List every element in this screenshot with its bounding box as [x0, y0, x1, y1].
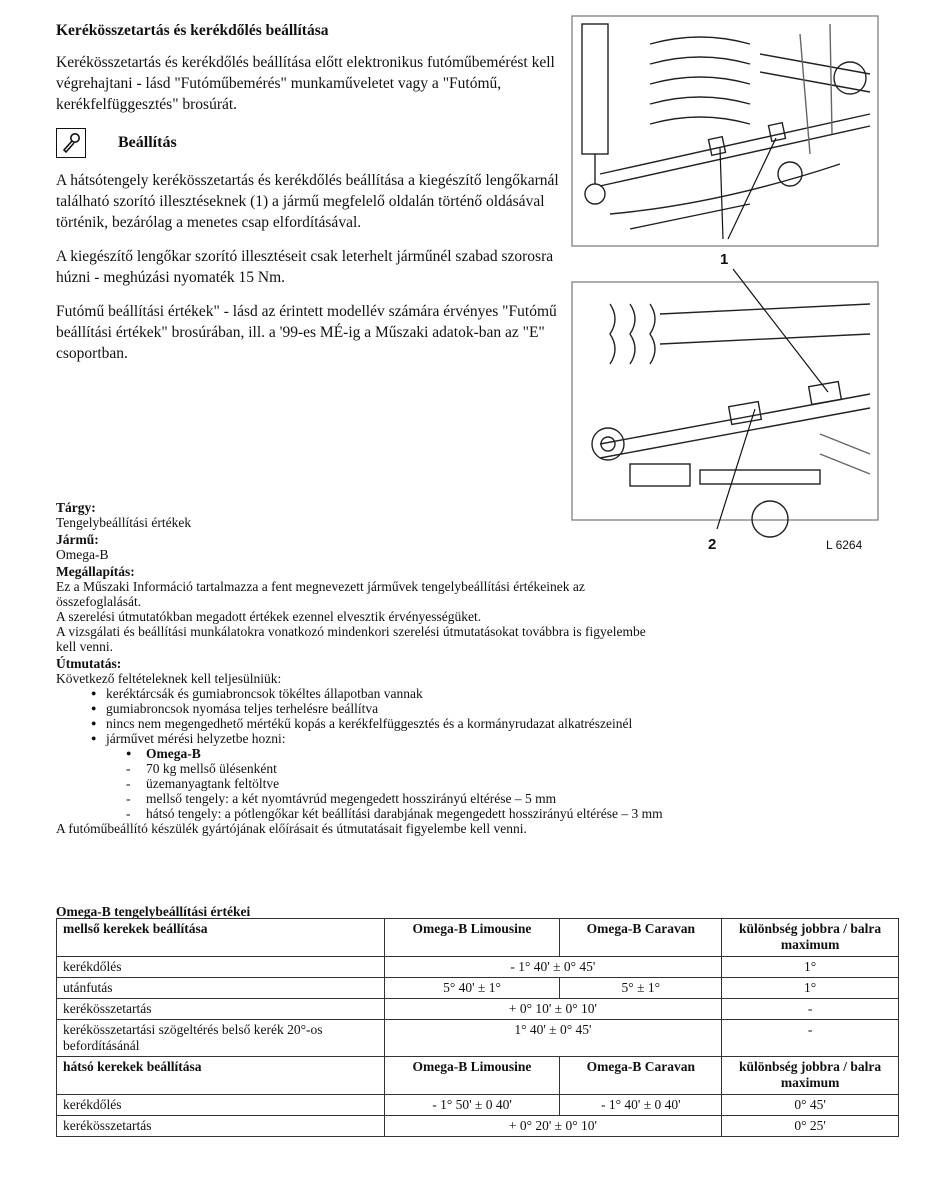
- list-item: - hátsó tengely: a pótlengőkar két beállítási darabjának megengedett hosszirányú eltérése – 3 mm: [146, 806, 896, 821]
- list-item: ● gumiabroncsok nyomása teljes terhelésre beállítva: [106, 701, 896, 716]
- caravan-value: 5° ± 1°: [560, 978, 722, 999]
- table-row: [57, 957, 899, 978]
- lower-illustration: [572, 269, 878, 537]
- table-row: [57, 1020, 899, 1057]
- guide-block: [56, 656, 896, 836]
- table-row: [57, 1116, 899, 1137]
- list-item: ● járművet mérési helyzetbe hozni:: [106, 731, 896, 746]
- section-heading: Kerékösszetartás és kerékdőlés beállítása: [56, 22, 329, 39]
- merged-value: + 0° 10' ± 0° 10': [384, 999, 722, 1020]
- vehicle-label: Jármű:: [56, 532, 99, 547]
- subject-label: Tárgy:: [56, 500, 96, 515]
- finding-line: Ez a Műszaki Információ tartalmazza a fent megnevezett járművek tengelybeállítási értékeinek az: [56, 579, 585, 594]
- closing-note: A futóműbeállító készülék gyártójának előírásait és útmutatásait figyelembe kell venni.: [56, 821, 527, 836]
- row-label: kerékösszetartás: [57, 1116, 385, 1137]
- column-header: Omega-B Limousine: [384, 919, 560, 957]
- table-row: [57, 1095, 899, 1116]
- table-row: [57, 978, 899, 999]
- finding-line: A vizsgálati és beállítási munkálatokra vonatkozó mindenkori szerelési útmutatásokat továbbra is figyelembe: [56, 624, 646, 639]
- vehicle-block: [56, 532, 896, 562]
- top-section: [56, 14, 576, 377]
- finding-line: összefoglalását.: [56, 594, 142, 609]
- row-label: kerékdőlés: [57, 1095, 385, 1116]
- list-item: ● nincs nem megengedhető mértékű kopás a kerékfelfüggesztés és a kormányrudazat alkatrészeinél: [106, 716, 896, 731]
- figure-label-1: 1: [720, 251, 729, 268]
- row-label: kerékdőlés: [57, 957, 385, 978]
- suspension-figure: [570, 14, 882, 554]
- clamp-paragraph: A kiegészítő lengőkar szorító illesztéseit csak leterhelt járműnél szabad szorosra húzni - meghúzási nyomaték 15 Nm.: [56, 248, 554, 286]
- column-header: Omega-B Limousine: [384, 1057, 560, 1095]
- guide-label: Útmutatás:: [56, 656, 122, 671]
- list-item: - 70 kg mellső ülésenként: [146, 761, 896, 776]
- row-label: kerékösszetartás: [57, 999, 385, 1020]
- finding-line: A szerelési útmutatókban megadott értékek ezennel elvesztik érvényességüket.: [56, 609, 482, 624]
- figure-reference: L 6264: [826, 538, 863, 552]
- vehicle-value: Omega-B: [56, 547, 109, 562]
- column-header: különbség jobbra / balra maximum: [722, 919, 899, 957]
- front-header-row: [57, 919, 899, 957]
- guide-intro: Következő feltételeknek kell teljesülniük:: [56, 671, 282, 686]
- alignment-table: [56, 918, 899, 1137]
- diff-value: -: [722, 1020, 899, 1057]
- sublist-model: ● Omega-B: [146, 746, 896, 761]
- intro-paragraph: Kerékösszetartás és kerékdőlés beállítása előtt elektronikus futóműbemérést kell végrehajtani - lásd "Futóműbemérés" munkaműveletet vagy a "Futómű, kerékfelfüggesztés" brosúrát.: [56, 54, 555, 113]
- diff-value: 1°: [722, 957, 899, 978]
- finding-label: Megállapítás:: [56, 564, 135, 579]
- column-header: hátsó kerekek beállítása: [57, 1057, 385, 1095]
- list-item: ● keréktárcsák és gumiabroncsok tökéltes állapotban vannak: [106, 686, 896, 701]
- subject-block: [56, 500, 896, 530]
- list-item: - üzemanyagtank feltöltve: [146, 776, 896, 791]
- measurement-sublist: [56, 746, 896, 821]
- merged-value: - 1° 40' ± 0° 45': [384, 957, 722, 978]
- column-header: Omega-B Caravan: [560, 1057, 722, 1095]
- setting-row: [56, 128, 576, 158]
- column-header: Omega-B Caravan: [560, 919, 722, 957]
- merged-value: 1° 40' ± 0° 45': [384, 1020, 722, 1057]
- diff-value: 0° 45': [722, 1095, 899, 1116]
- condition-list: [56, 686, 896, 746]
- rear-header-row: [57, 1057, 899, 1095]
- table-row: [57, 999, 899, 1020]
- info-section: [56, 500, 896, 838]
- row-label: kerékösszetartási szögeltérés belső kerék 20°-os befordításánál: [57, 1020, 385, 1057]
- caravan-value: - 1° 40' ± 0 40': [560, 1095, 722, 1116]
- merged-value: + 0° 20' ± 0° 10': [384, 1116, 722, 1137]
- row-label: utánfutás: [57, 978, 385, 999]
- limousine-value: - 1° 50' ± 0 40': [384, 1095, 560, 1116]
- finding-line: kell venni.: [56, 639, 113, 654]
- setting-heading: Beállítás: [118, 134, 177, 151]
- table-title: Omega-B tengelybeállítási értékei: [56, 904, 251, 919]
- wrench-icon: [56, 128, 86, 158]
- list-item: - mellső tengely: a két nyomtávrúd megengedett hosszirányú eltérése – 5 mm: [146, 791, 896, 806]
- diff-value: 0° 25': [722, 1116, 899, 1137]
- values-paragraph: Futómű beállítási értékek" - lásd az érintett modellév számára érvényes "Futómű beállítási értékek" brosúrában, ill. a '99-es MÉ-ig a Műszaki adatok-ban az "E" csoportban.: [56, 303, 557, 362]
- finding-block: [56, 564, 896, 654]
- diff-value: -: [722, 999, 899, 1020]
- subject-value: Tengelybeállítási értékek: [56, 515, 192, 530]
- column-header: különbség jobbra / balra maximum: [722, 1057, 899, 1095]
- setting-paragraph: A hátsótengely kerékösszetartás és kerékdőlés beállítása a kiegészítő lengőkarnál található szorító illesztéseknek (1) a jármű megfelelő oldalán történő oldásával történik, bezárólag a menetes csap elfordításával.: [56, 172, 559, 231]
- limousine-value: 5° 40' ± 1°: [384, 978, 560, 999]
- diff-value: 1°: [722, 978, 899, 999]
- figure-label-2: 2: [708, 536, 717, 553]
- column-header: mellső kerekek beállítása: [57, 919, 385, 957]
- upper-illustration: [572, 16, 878, 246]
